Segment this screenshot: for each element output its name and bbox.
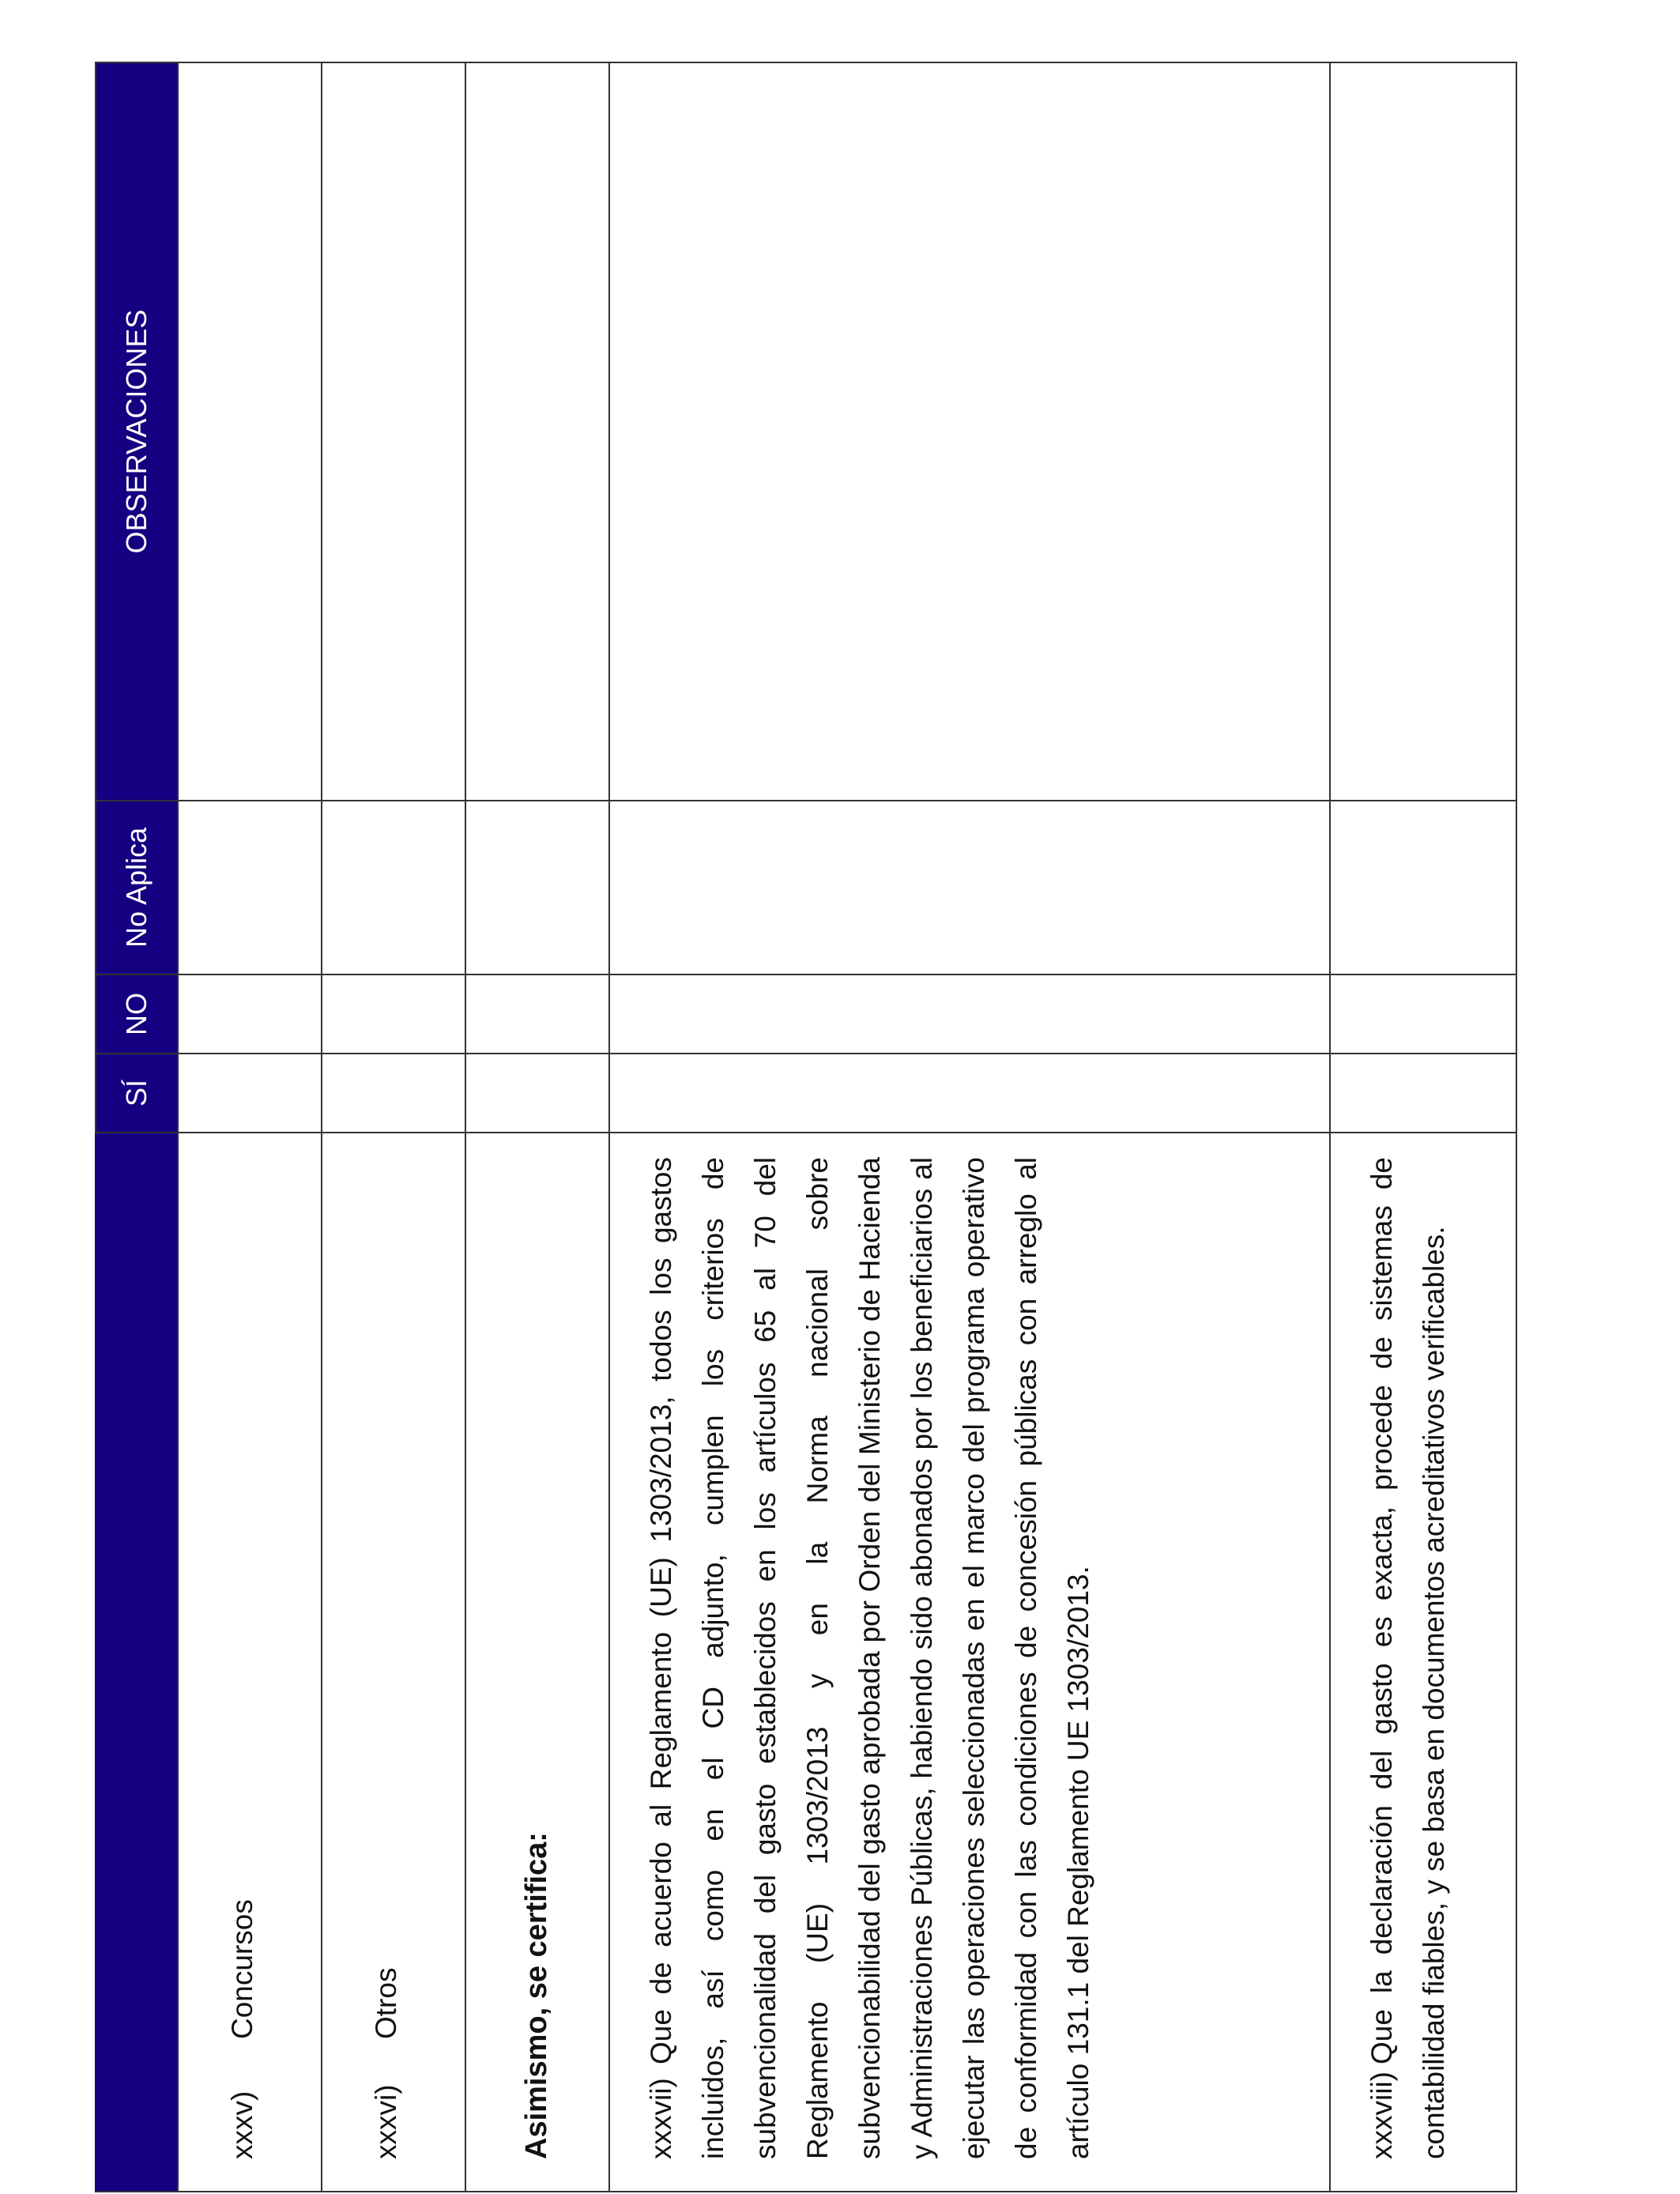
table-row [609,62,1330,2192]
si-cell[interactable] [322,1054,465,1133]
item-number: xxxvi) [370,2084,402,2159]
section-heading-row [465,62,609,2192]
observaciones-cell[interactable] [609,62,1330,801]
table-row [178,62,322,2192]
header-no: NO [96,974,178,1054]
no-cell[interactable] [609,974,1330,1054]
paragraph-text: Que de acuerdo al Reglamento (UE) 1303/2013, todos los gastos incluidos, así como en el CD adjunto, cumplen los criterios de subvencionalidad del gasto establecidos en los artículos 65 al 70 del Reglamento (UE) 1303/2013 y en la Norma nacional sobre subvencionabilidad del gasto aprobada por Orden del Ministerio de Hacienda y Administraciones Públicas, habiendo sido abonados por los beneficiarios al ejecutar las operaciones seleccionadas en el marco del programa operativo de conformidad con las condiciones de concesión públicas con arreglo al artículo 131.1 del Reglamento UE 1303/2013. [645,1157,1094,2159]
no-aplica-cell[interactable] [322,801,465,974]
header-no-aplica: No Aplica [96,801,178,974]
header-empty [96,1133,178,2192]
header-observaciones: OBSERVACIONES [96,62,178,801]
observaciones-cell[interactable] [178,62,322,801]
no-cell[interactable] [322,974,465,1054]
paragraph-cell [1330,1133,1516,2192]
checklist-table [95,62,1517,2192]
no-aplica-cell[interactable] [1330,801,1516,974]
table-row [322,62,465,2192]
no-aplica-cell[interactable] [465,801,609,974]
item-cell [178,1133,322,2192]
no-cell[interactable] [465,974,609,1054]
si-cell[interactable] [609,1054,1330,1133]
no-cell[interactable] [1330,974,1516,1054]
item-cell [322,1133,465,2192]
paragraph-number: xxxvii) [645,2078,677,2159]
si-cell[interactable] [1330,1054,1516,1133]
observaciones-cell[interactable] [322,62,465,801]
section-heading: Asimismo, se certifica: [465,1133,609,2192]
checklist-sheet [95,63,1517,2192]
item-label: Concursos [226,1899,258,2039]
si-cell[interactable] [465,1054,609,1133]
no-aplica-cell[interactable] [178,801,322,974]
item-number: xxxv) [226,2090,258,2159]
paragraph-cell [609,1133,1330,2192]
table-row [1330,62,1516,2192]
observaciones-cell[interactable] [1330,62,1516,801]
observaciones-cell[interactable] [465,62,609,801]
item-label: Otros [370,1967,402,2039]
no-aplica-cell[interactable] [609,801,1330,974]
paragraph-number: xxxviii) [1365,2071,1398,2159]
paragraph-text: Que la declaración del gasto es exacta, procede de sistemas de contabilidad fiables, y se basa en documentos acreditativos verificables. [1365,1157,1450,2159]
no-cell[interactable] [178,974,322,1054]
header-si: SÍ [96,1054,178,1133]
header-row [96,62,178,2192]
si-cell[interactable] [178,1054,322,1133]
